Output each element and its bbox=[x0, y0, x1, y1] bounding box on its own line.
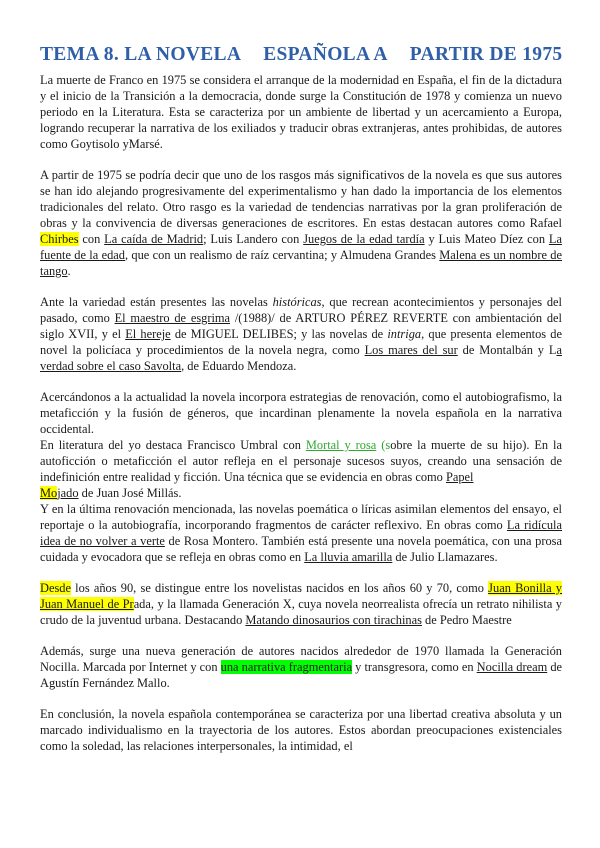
title-el-hereje: El hereje bbox=[125, 327, 171, 341]
highlight-chirbes: Chirbes bbox=[40, 232, 79, 246]
highlight-desde: Desde bbox=[40, 581, 71, 595]
title-part-2: ESPAÑOLA A bbox=[263, 44, 388, 65]
paragraph-generacion-nocilla: Además, surge una nueva generación de autores nacidos alrededor de 1970 llamada la Generación Nocilla. Marcada por Internet y con una narrativa fragmentaria y transgresora, como en Nocilla dream de Agustín Fernández Mallo. bbox=[40, 644, 563, 690]
paragraph-historicas: Ante la variedad están presentes las novelas históricas, que recrean acontecimientos y personajes del pasado, como El maestro de esgrima /(1988)/ de ARTURO PÉREZ REVERTE con ambientación del siglo XVII, y el El hereje de MIGUEL DELIBES; y las novelas de intriga, que presenta elementos de novel la policíaca y procedimientos de la novela negra, como Los mares del sur de Montalbán y La verdad sobre el caso Savolta, de Eduardo Mendoza. bbox=[40, 295, 562, 373]
title-matando-dinosaurios: Matando dinosaurios con tirachinas bbox=[245, 613, 422, 627]
paragraph-tendencias: A partir de 1975 se podría decir que uno de los rasgos más significativos de la novela es que sus autores se han ido alejando progresivamente del experimentalismo y han dado la importancia de los elementos tradicionales del relato. Otro rasgo es la variedad de tendencias narrativas por la gran proliferación de obras y la convivencia de diversas generaciones de escritores. En estas destacan autores como Rafael Chirbes con La caída de Madrid; Luis Landero con Juegos de la edad tardía y Luis Mateo Díez con La fuente de la edad, que con un realismo de raíz cervantina; y Almudena Grandes Malena es un nombre de tango. bbox=[40, 168, 562, 278]
title-part-3: PARTIR DE 1975 bbox=[409, 44, 563, 65]
highlight-narrativa-fragmentaria: una narrativa fragmentaria bbox=[220, 660, 353, 674]
title-juegos-de-la-edad-tardia: Juegos de la edad tardía bbox=[303, 232, 425, 246]
title-la-caida-de-madrid: La caída de Madrid bbox=[104, 232, 204, 246]
paragraph-intro: La muerte de Franco en 1975 se considera el arranque de la modernidad en España, el fin de la dictadura y el inicio de la Transición a la democracia, donde surge la Constitución de 1978 y comienza un nuevo periodo en la Literatura. Esta se caracteriza por un ambiente de libertad y un acercamiento a Europa, logrando recuperar la narrativa de los exiliados y traducir obras extranjeras, antes prohibidas, de autores como Goytisolo yMarsé. bbox=[40, 73, 562, 151]
emphasis-historicas: históricas bbox=[272, 295, 322, 309]
title-la-ridicula-idea: La ridícula idea de no volver a verte bbox=[40, 518, 562, 548]
paragraph-literatura-del-yo: En literatura del yo destaca Francisco Umbral con Mortal y rosa (sobre la muerte de su hijo). En la autoficción o metaficción el autor refleja en el personaje sucesos suyos, creando una sensación de indefinición entre realidad y ficción. Una técnica que se evidencia en obras como Papel Mojado de Juan José Millás. bbox=[40, 438, 562, 500]
title-papel-mojado: Papel Mojado bbox=[40, 470, 474, 500]
paragraph-renovacion: Acercándonos a la actualidad la novela incorpora estrategias de renovación, como el autobiografismo, la metaficción y la fusión de géneros, que incardinan plenamente la novela española en la narrativa occidental. bbox=[40, 390, 562, 436]
emphasis-intriga: intriga bbox=[387, 327, 422, 341]
title-la-fuente-de-la-edad: La fuente de la edad bbox=[40, 232, 562, 262]
title-part-1: TEMA 8. LA NOVELA bbox=[40, 44, 242, 65]
title-mortal-y-rosa: Mortal y rosa bbox=[305, 438, 377, 452]
title-la-lluvia-amarilla: La lluvia amarilla bbox=[304, 550, 393, 564]
title-malena: Malena es un nombre de tango bbox=[40, 248, 562, 278]
page-title bbox=[40, 44, 562, 66]
highlight-juan-bonilla: Juan Bonilla y Juan Manuel de Pr bbox=[40, 581, 562, 611]
title-los-mares-del-sur: Los mares del sur bbox=[364, 343, 458, 357]
paragraph-novela-poematica: Y en la última renovación mencionada, las novelas poemática o líricas asimilan elementos del ensayo, el reportaje o la autobiografía, incorporando fragmentos de carácter reflexivo. En obras como La ridícula idea de no volver a verte de Rosa Montero. También está presente una novela poemática, con una prosa cuidada y evocadora que se refleja en obras como en La lluvia amarilla de Julio Llamazares. bbox=[40, 502, 562, 564]
title-el-maestro-de-esgrima: El maestro de esgrima bbox=[114, 311, 231, 325]
paragraph-generacion-x: Desde los años 90, se distingue entre los novelistas nacidos en los años 60 y 70, como Juan Bonilla y Juan Manuel de Prada, y la llamada Generación X, cuya novela neorrealista ofrecía un retrato nihilista y crudo de la juventud urbana. Destacando Matando dinosaurios con tirachinas de Pedro Maestre bbox=[40, 581, 562, 627]
title-nocilla-dream: Nocilla dream bbox=[476, 660, 548, 674]
title-la-verdad-sobre-savolta: a verdad sobre el caso Savolta bbox=[40, 343, 562, 373]
paragraph-conclusion: En conclusión, la novela española contemporánea se caracteriza por una libertad creativa absoluta y un marcado individualismo en la trayectoria de los autores. Estos abordan preocupaciones existenciales como la soledad, las relaciones interpersonales, la intimidad, el bbox=[40, 707, 562, 753]
